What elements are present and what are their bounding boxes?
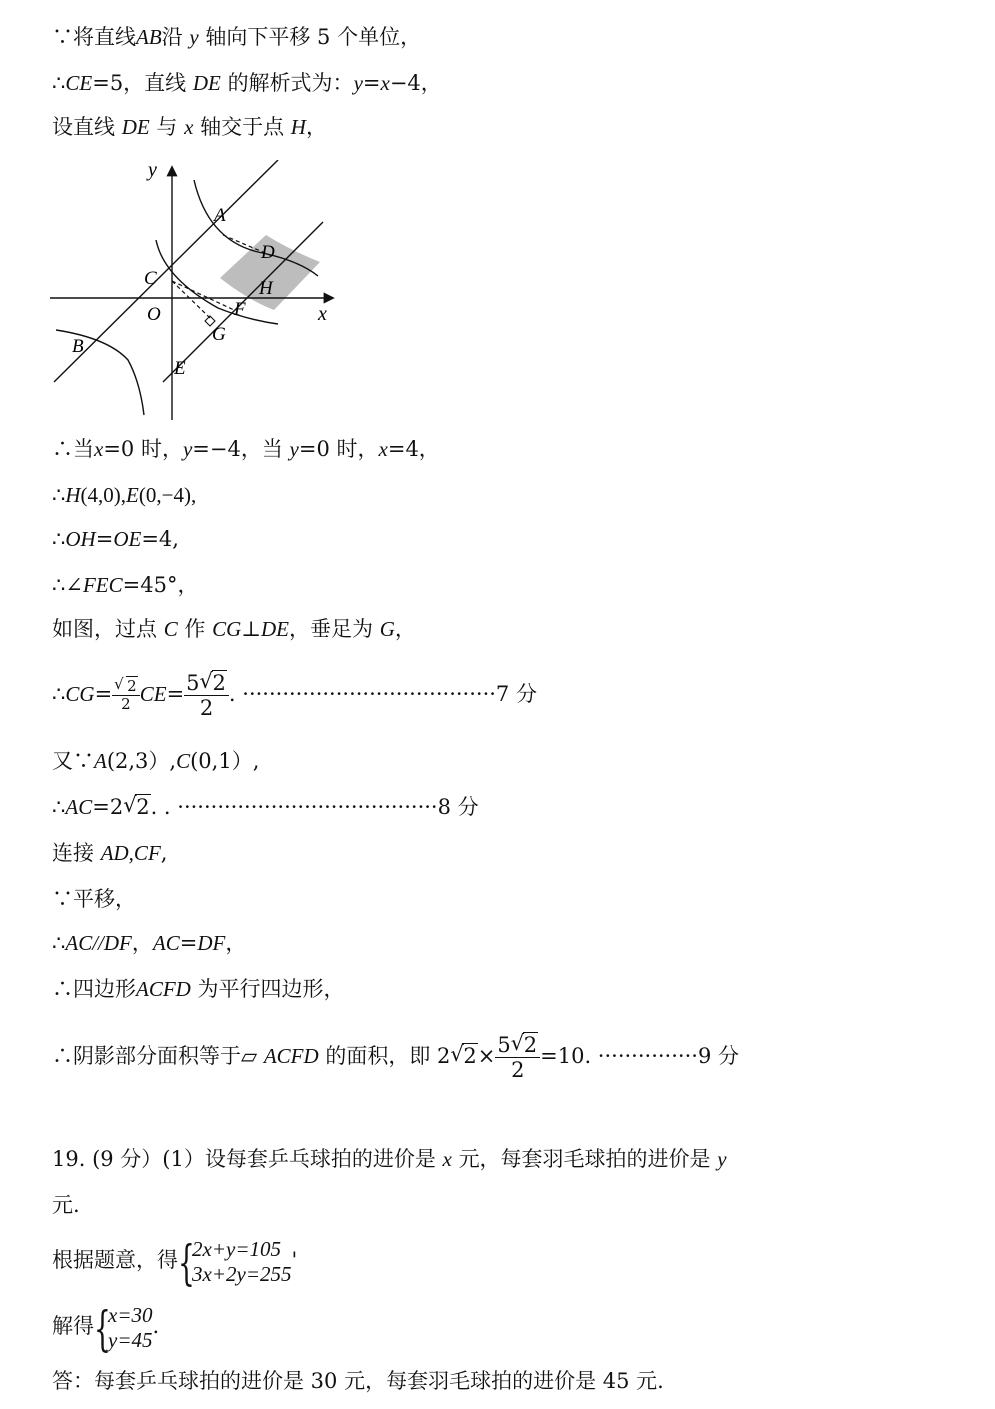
label-e: E — [174, 358, 186, 379]
label-a: A — [214, 205, 226, 226]
text-line-11: ∴AC=2√ 2. . ·······································8 分 — [52, 792, 479, 822]
coordinate-figure — [48, 160, 348, 425]
text-line-15: ∴四边形ACFD 为平行四边形， — [52, 977, 345, 1001]
text-line-21: 答：每套乒乓球拍的进价是 30 元，每套羽毛球拍的进价是 45 元. — [52, 1369, 664, 1393]
sqrt-2: √ 2 — [450, 1028, 477, 1084]
text-line-3: 设直线 DE 与 x 轴交于点 H， — [52, 115, 327, 139]
label-b: B — [72, 336, 84, 357]
fraction-sqrt2-over-2: √ $\frac{2}{2}$ — [112, 678, 140, 713]
text-line-10: 又∵A(2,3）,C(0,1）, — [52, 749, 260, 773]
text-line-5: ∴H(4,0),E(0,−4), — [52, 483, 197, 507]
dashed-cf — [172, 281, 234, 310]
sqrt-2: √ 2 — [123, 792, 150, 822]
equation-system: { 2x+y=105 3x+2y=255 — [178, 1234, 292, 1291]
label-x: x — [318, 303, 327, 325]
text-line-20: 解得 { x=30 y=45 . — [52, 1300, 160, 1357]
label-c: C — [144, 268, 157, 289]
fraction-5sqrt2-over-2: $\frac{5√ 2}{2}$ — [184, 671, 229, 720]
label-f: F — [234, 299, 246, 320]
text-line-13: ∵平移， — [52, 887, 136, 911]
text-line-18: 元. — [52, 1193, 80, 1217]
text-line-1: ∵将直线AB沿 y 轴向下平移 5 个单位， — [52, 25, 422, 49]
hyperbola-lower — [56, 330, 144, 415]
text-line-14: ∴AC//DF，AC=DF， — [52, 931, 247, 955]
fraction-5sqrt2-over-2: $\frac{5√ 2}{2}$ — [495, 1033, 540, 1082]
label-y: y — [148, 160, 157, 181]
text-line-6: ∴OH=OE=4, — [52, 527, 179, 551]
label-h: H — [259, 278, 273, 299]
text-line-9: ∴CG= √ $\frac{2}{2}$ CE= $\frac{5√ 2}{2}$ . ······································7 分 — [52, 666, 537, 722]
label-g: G — [212, 324, 226, 345]
solution-system: { x=30 y=45 — [94, 1300, 153, 1357]
text-line-4: ∴当x=0 时，y=−4，当 y=0 时，x=4， — [52, 437, 440, 461]
text-line-8: 如图，过点 C 作 CG⊥DE，垂足为 G， — [52, 617, 416, 641]
label-d: D — [261, 242, 275, 263]
text-line-19: 根据题意，得 { 2x+y=105 3x+2y=255 ' — [52, 1234, 298, 1291]
text-line-2: ∴CE=5，直线 DE 的解析式为：y=x−4， — [52, 71, 442, 95]
text-line-12: 连接 AD,CF, — [52, 841, 168, 865]
text-line-17: 19. (9 分）(1）设每套乒乓球拍的进价是 x 元，每套羽毛球拍的进价是 y — [52, 1147, 727, 1171]
text-line-16: ∴阴影部分面积等于▱ ACFD 的面积，即 2√ 2× $\frac{5√ 2}{2}$ =10. ···············9 分 — [52, 1028, 739, 1084]
label-o: O — [147, 304, 161, 325]
text-line-7: ∴∠FEC=45°， — [52, 573, 199, 597]
